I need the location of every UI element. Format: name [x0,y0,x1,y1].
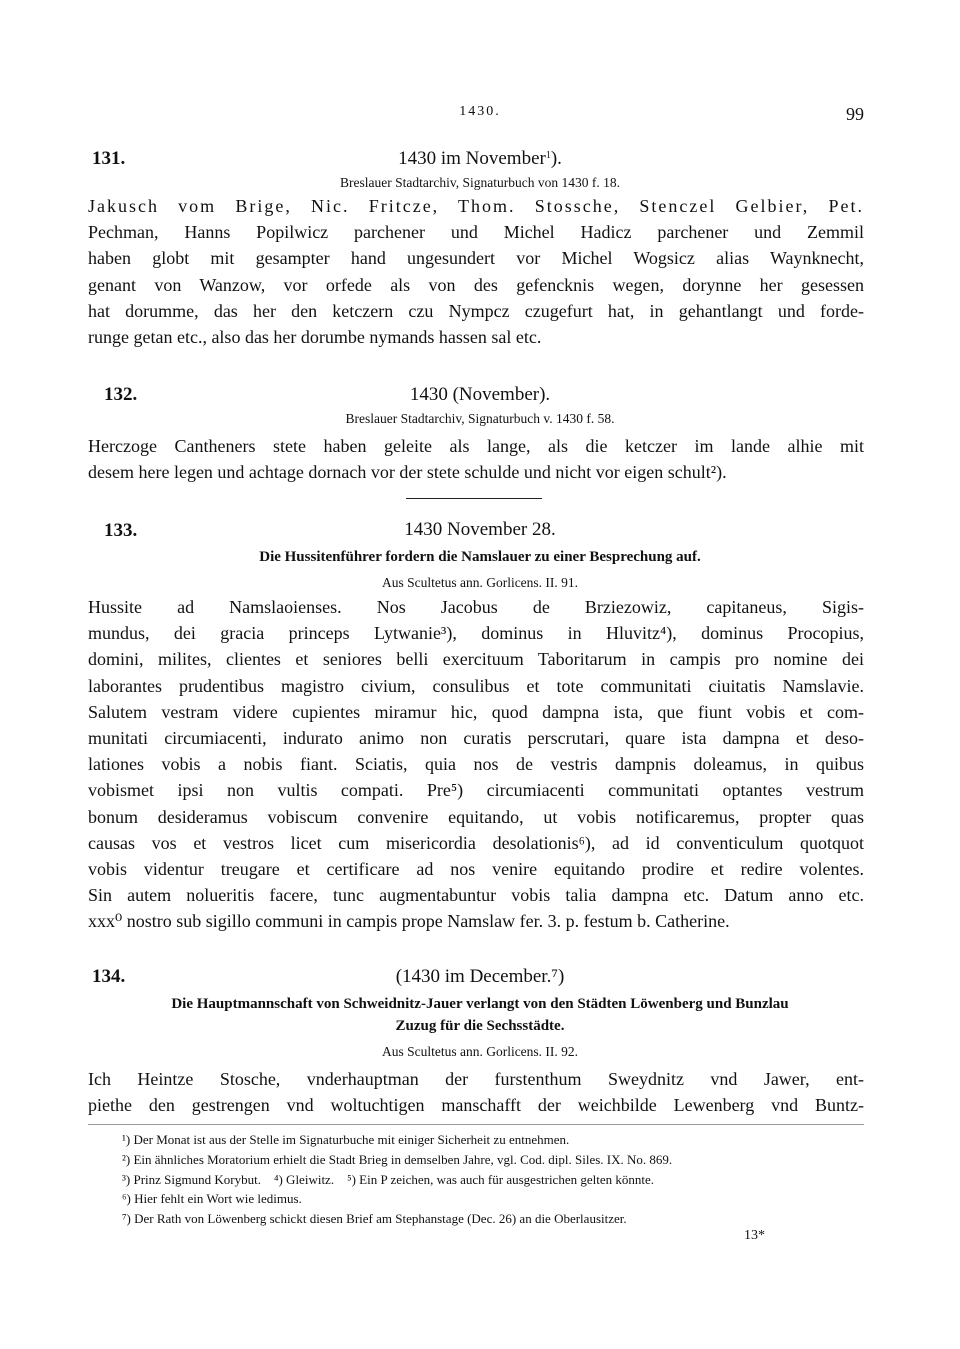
entry-134-date: (1430 im December.⁷) [395,966,565,987]
entry-131-source: Breslauer Stadtarchiv, Signaturbuch von 1430 f. 18. [340,175,620,190]
entry-134-subject-line: Zuzug für die Sechsstädte. [395,1018,565,1034]
entry-134-subject-line: Die Hauptmannschaft von Schweidnitz-Jauer verlangt von den Städten Löwenberg und Bunzlau [171,996,789,1012]
entry-133-subject: Die Hussitenführer fordern die Namslauer zu einer Besprechung auf. [259,549,701,565]
entry-number-132: 132. [104,384,138,405]
footnote: ²) Ein ähnliches Moratorium erhielt die Stadt Brieg in demselben Jahre, vgl. Cod. dipl. Siles. IX. No. 869. [122,1151,673,1167]
text-line: Salutem vestram videre cupientes miramur hic, quod dampna ista, que fiunt vobis et com- [88,701,864,722]
entry-134-text [88,1066,864,1118]
text-line: vobismet ipsi non vultis compati. Pre⁵) circumiacenti communitati optantes vestrum [88,780,864,801]
text-line: vobis videntur treugare et certificare ad nos venire equitando prodire et redire volentes. [88,859,864,880]
entry-132-date: 1430 (November). [409,384,551,405]
text-line: causas vos et vestros licet cum misericordia desolationis⁶), ad id conventiculum quotquot [88,832,864,853]
text-line: Herczoge Cantheners stete haben geleite als lange, als die ketczer im lande alhie mit [88,436,864,456]
entry-131-text [88,193,864,350]
footnotes [122,1130,862,1229]
text-line: domini, milites, clientes et seniores belli exercituum Taboritarum in campis pro nomine dei [88,649,864,670]
entry-number-131: 131. [92,148,126,169]
footnote: ¹) Der Monat ist aus der Stelle im Signaturbuche mit einiger Sicherheit zu entnehmen. [122,1132,570,1147]
entry-133-text [88,594,864,935]
entry-number-134: 134. [92,966,126,987]
text-line: mundus, dei gracia princeps Lytwanie³), dominus in Hluvitz⁴), dominus Procopius, [88,623,864,644]
entry-132-text [88,433,864,485]
section-divider [406,498,542,499]
signature-mark: 13* [744,1228,765,1243]
entry-132-source: Breslauer Stadtarchiv, Signaturbuch v. 1430 f. 58. [345,411,615,426]
footnote-separator [88,1124,864,1125]
footnote: ⁷) Der Rath von Löwenberg schickt diesen Brief am Stephanstage (Dec. 26) an die Oberlausitzer. [122,1211,627,1227]
text-line: haben globt mit gesampter hand ungesundert vor Michel Wogsicz alias Waynknecht, [88,248,864,269]
text-line: desem here legen und achtage dornach vor der stete schulde und nicht vor eigen schult²). [88,462,727,483]
entry-number-133: 133. [104,520,138,541]
text-line: Hussite ad Namslaoienses. Nos Jacobus de Brziezowiz, capitaneus, Sigis- [88,597,864,617]
text-line: munitati circumiacenti, indurato animo non curatis perscrutari, quare ista dampna et deso- [88,728,864,749]
text-line: piethe den gestrengen vnd woltuchtigen manschafft der weichbilde Lewenberg vnd Buntz- [88,1095,864,1116]
text-line: lationes vobis a nobis fiant. Sciatis, quia nos de vestris dampnis doleamus, in quibus [88,754,864,775]
entry-134-source: Aus Scultetus ann. Gorlicens. II. 92. [381,1044,579,1059]
text-line: runge getan etc., also das her dorumbe nymands hassen sal etc. [88,327,542,348]
text-line: Sin autem nolueritis facere, tunc augmentabuntur vobis talia dampna etc. Datum anno etc. [88,885,864,906]
entry-133-date: 1430 November 28. [404,519,556,540]
text-line: bonum desideramus vobiscum convenire equitando, ut vobis notificaremus, propter quas [88,806,864,827]
text-line: Jakusch vom Brige, Nic. Fritcze, Thom. Stossche, Stenczel Gelbier, Pet. [88,196,864,216]
entry-133-source: Aus Scultetus ann. Gorlicens. II. 91. [381,575,579,590]
footnote: ⁶) Hier fehlt ein Wort wie ledimus. [122,1191,302,1207]
page-number: 99 [846,104,864,124]
text-line: hat dorumme, das her den ketczern czu Nympcz czugefurt hat, in gehantlangt und forde- [88,300,864,321]
text-line: xxx⁰ nostro sub sigillo communi in campis prope Namslaw fer. 3. p. festum b. Catherine. [88,911,730,932]
entry-131-date: 1430 im November$^1$). [398,148,562,169]
text-line: genant von Wanzow, vor orfede als von des gefencknis wegen, dorynne her gesessen [88,274,864,295]
text-line: Ich Heintze Stosche, vnderhauptman der furstenthum Sweydnitz vnd Jawer, ent- [88,1069,864,1089]
footnote: ³) Prinz Sigmund Korybut. ⁴) Gleiwitz. ⁵) Ein P zeichen, was auch für ausgestrichen gelten könnte. [122,1171,654,1187]
running-header-year: 1430. [459,104,501,119]
text-line: laborantes prudentibus magistro civium, consulibus et tote communitati ciuitatis Namslavie. [88,675,864,696]
text-line: Pechman, Hanns Popilwicz parchener und Michel Hadicz parchener und Zemmil [88,222,864,243]
